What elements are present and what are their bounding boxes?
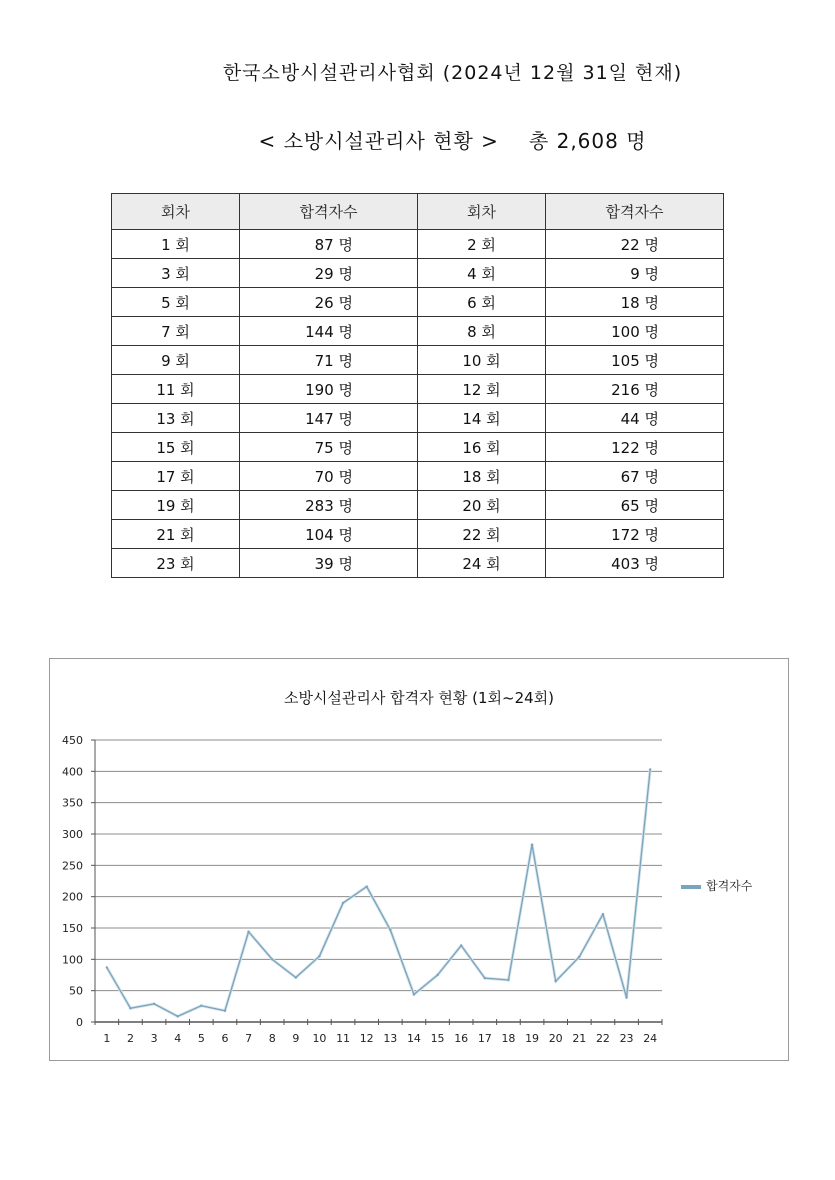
x-tick-label: 22 xyxy=(595,1032,610,1045)
x-tick-label: 14 xyxy=(406,1032,421,1045)
x-tick-label: 2 xyxy=(126,1032,134,1045)
round-cell: 7 회 xyxy=(112,317,240,346)
data-point xyxy=(129,1007,131,1009)
x-tick-label: 3 xyxy=(150,1032,158,1045)
data-point xyxy=(153,1003,155,1005)
table-row xyxy=(112,549,724,578)
data-point xyxy=(436,974,438,976)
round-cell: 4 회 xyxy=(418,259,546,288)
x-tick-label: 17 xyxy=(477,1032,492,1045)
round-cell: 11 회 xyxy=(112,375,240,404)
y-tick-label: 250 xyxy=(62,859,83,873)
round-cell: 5 회 xyxy=(112,288,240,317)
x-tick-label: 12 xyxy=(359,1032,374,1045)
x-tick-label: 11 xyxy=(336,1032,351,1045)
summary-total: 총 2,608 명 xyxy=(528,129,647,153)
y-tick-label: 350 xyxy=(62,796,83,810)
data-point xyxy=(484,977,486,979)
x-tick-label: 5 xyxy=(197,1032,205,1045)
table-row xyxy=(112,317,724,346)
x-tick-label: 7 xyxy=(245,1032,253,1045)
count-cell: 144 명 xyxy=(240,317,418,346)
count-cell: 65 명 xyxy=(546,491,724,520)
data-point xyxy=(413,993,415,995)
x-tick-label: 6 xyxy=(221,1032,229,1045)
round-cell: 24 회 xyxy=(418,549,546,578)
data-point xyxy=(271,958,273,960)
count-cell: 44 명 xyxy=(546,404,724,433)
x-tick-label: 24 xyxy=(643,1032,658,1045)
chart-title: 소방시설관리사 합격자 현황 (1회~24회) xyxy=(283,689,555,707)
data-point xyxy=(389,929,391,931)
data-point xyxy=(578,956,580,958)
round-cell: 19 회 xyxy=(112,491,240,520)
count-cell: 26 명 xyxy=(240,288,418,317)
round-cell: 13 회 xyxy=(112,404,240,433)
count-cell: 190 명 xyxy=(240,375,418,404)
y-tick-label: 400 xyxy=(62,765,83,779)
round-cell: 15 회 xyxy=(112,433,240,462)
y-tick-label: 0 xyxy=(76,1016,83,1029)
count-cell: 71 명 xyxy=(240,346,418,375)
data-point xyxy=(200,1005,202,1007)
count-cell: 39 명 xyxy=(240,549,418,578)
x-tick-label: 15 xyxy=(430,1032,445,1045)
data-point xyxy=(531,843,533,845)
table-row xyxy=(112,230,724,259)
summary-label: < 소방시설관리사 현황 > xyxy=(258,129,499,153)
data-point xyxy=(247,931,249,933)
data-point xyxy=(460,944,462,946)
table-row xyxy=(112,520,724,549)
table-row xyxy=(112,491,724,520)
round-cell: 1 회 xyxy=(112,230,240,259)
table-row xyxy=(112,375,724,404)
table-row xyxy=(112,288,724,317)
y-tick-label: 150 xyxy=(62,922,83,935)
count-cell: 87 명 xyxy=(240,230,418,259)
round-cell: 20 회 xyxy=(418,491,546,520)
count-cell: 75 명 xyxy=(240,433,418,462)
data-point xyxy=(625,996,627,998)
count-cell: 67 명 xyxy=(546,462,724,491)
legend-swatch xyxy=(681,885,701,889)
x-tick-label: 19 xyxy=(525,1032,540,1045)
count-cell: 403 명 xyxy=(546,549,724,578)
line-chart xyxy=(50,659,788,1060)
count-cell: 147 명 xyxy=(240,404,418,433)
round-cell: 18 회 xyxy=(418,462,546,491)
y-tick-label: 450 xyxy=(62,734,83,747)
table-row xyxy=(112,462,724,491)
round-cell: 9 회 xyxy=(112,346,240,375)
y-tick-label: 50 xyxy=(69,984,83,998)
x-tick-label: 18 xyxy=(501,1032,516,1045)
chart-container xyxy=(49,658,789,1061)
round-cell: 10 회 xyxy=(418,346,546,375)
header-round-2: 회차 xyxy=(418,194,546,230)
table-row xyxy=(112,433,724,462)
header-round-1: 회차 xyxy=(112,194,240,230)
header-count-2: 합격자수 xyxy=(546,194,724,230)
table-row xyxy=(112,259,724,288)
data-point xyxy=(365,885,367,887)
round-cell: 21 회 xyxy=(112,520,240,549)
count-cell: 122 명 xyxy=(546,433,724,462)
data-point xyxy=(507,979,509,981)
x-tick-label: 10 xyxy=(312,1032,327,1045)
round-cell: 14 회 xyxy=(418,404,546,433)
x-tick-label: 23 xyxy=(619,1032,634,1045)
count-cell: 172 명 xyxy=(546,520,724,549)
round-cell: 3 회 xyxy=(112,259,240,288)
x-tick-label: 21 xyxy=(572,1032,587,1045)
count-cell: 100 명 xyxy=(546,317,724,346)
count-cell: 216 명 xyxy=(546,375,724,404)
count-cell: 22 명 xyxy=(546,230,724,259)
data-point xyxy=(554,980,556,982)
results-table xyxy=(111,193,724,578)
round-cell: 22 회 xyxy=(418,520,546,549)
count-cell: 104 명 xyxy=(240,520,418,549)
series-line-halo xyxy=(107,769,650,1016)
x-tick-label: 4 xyxy=(174,1032,182,1045)
series-line xyxy=(107,769,650,1016)
y-tick-label: 300 xyxy=(62,828,83,841)
round-cell: 16 회 xyxy=(418,433,546,462)
y-tick-label: 100 xyxy=(62,953,83,967)
x-tick-label: 13 xyxy=(383,1032,398,1045)
data-point xyxy=(224,1010,226,1012)
summary-title xyxy=(35,125,835,154)
round-cell: 17 회 xyxy=(112,462,240,491)
count-cell: 283 명 xyxy=(240,491,418,520)
x-tick-label: 1 xyxy=(103,1032,111,1045)
x-tick-label: 9 xyxy=(292,1032,300,1045)
y-tick-label: 200 xyxy=(62,890,83,904)
x-tick-label: 16 xyxy=(454,1032,469,1045)
data-point xyxy=(318,955,320,957)
x-tick-label: 8 xyxy=(268,1032,276,1045)
table-header-row xyxy=(112,194,724,230)
data-point xyxy=(602,913,604,915)
data-point xyxy=(342,902,344,904)
count-cell: 18 명 xyxy=(546,288,724,317)
count-cell: 9 명 xyxy=(546,259,724,288)
count-cell: 105 명 xyxy=(546,346,724,375)
table-row xyxy=(112,404,724,433)
x-tick-label: 20 xyxy=(548,1032,563,1045)
count-cell: 70 명 xyxy=(240,462,418,491)
legend-label: 합격자수 xyxy=(706,879,753,893)
round-cell: 2 회 xyxy=(418,230,546,259)
round-cell: 6 회 xyxy=(418,288,546,317)
data-point xyxy=(106,966,108,968)
data-point xyxy=(176,1015,178,1017)
org-title: 한국소방시설관리사협회 (2024년 12월 31일 현재) xyxy=(222,62,683,84)
table-body xyxy=(112,230,724,578)
table-row xyxy=(112,346,724,375)
round-cell: 8 회 xyxy=(418,317,546,346)
data-point xyxy=(649,768,651,770)
data-point xyxy=(295,976,297,978)
round-cell: 23 회 xyxy=(112,549,240,578)
count-cell: 29 명 xyxy=(240,259,418,288)
round-cell: 12 회 xyxy=(418,375,546,404)
header-count-1: 합격자수 xyxy=(240,194,418,230)
